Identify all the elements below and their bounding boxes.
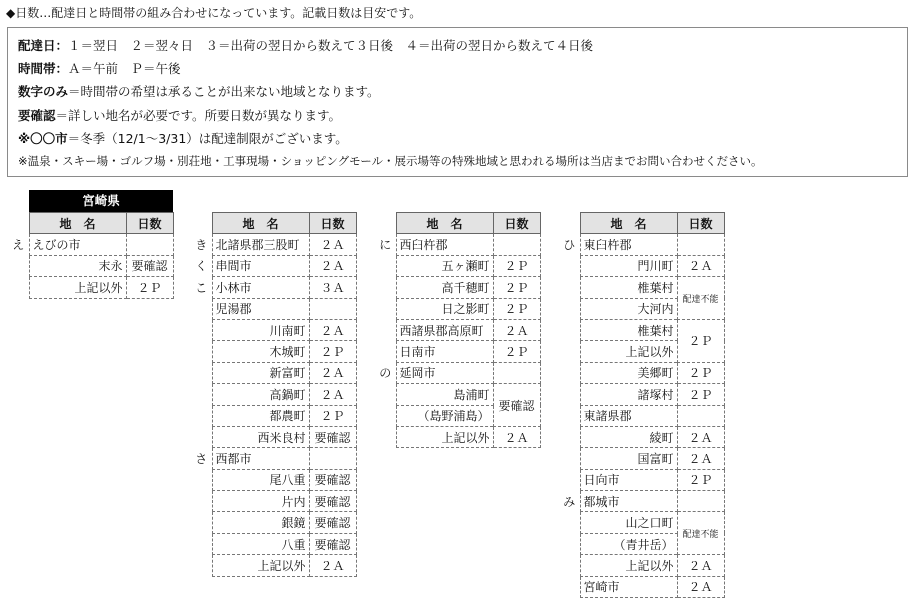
delivery-days: 要確認 — [493, 384, 540, 427]
place-name: 山之口町 — [580, 512, 677, 533]
place-name: 新富町 — [212, 362, 309, 383]
place-name: 都城市 — [580, 491, 677, 512]
delivery-days — [309, 298, 356, 319]
table-row — [191, 319, 356, 340]
delivery-days: ２Ｐ — [677, 469, 724, 490]
legend-special-area — [18, 150, 897, 173]
table-row — [559, 384, 724, 405]
legend-key: 要確認 — [18, 107, 56, 123]
delivery-days — [126, 234, 173, 255]
table-row — [191, 298, 356, 319]
table-row — [191, 555, 356, 576]
place-name: 高鍋町 — [212, 384, 309, 405]
row-initial — [191, 319, 212, 340]
place-name: 川南町 — [212, 319, 309, 340]
delivery-days: 要確認 — [309, 533, 356, 554]
legend-box — [7, 27, 908, 177]
place-name: （島野浦島） — [396, 405, 493, 426]
row-initial — [191, 533, 212, 554]
row-initial — [559, 448, 580, 469]
place-name: 美郷町 — [580, 362, 677, 383]
place-name: 綾町 — [580, 426, 677, 447]
delivery-days — [493, 362, 540, 383]
row-initial — [559, 469, 580, 490]
place-name: 串間市 — [212, 255, 309, 276]
delivery-days: ２Ａ — [309, 555, 356, 576]
place-name: えびの市 — [29, 234, 126, 255]
legend-text: Ａ＝午前 Ｐ＝午後 — [68, 61, 181, 77]
row-initial — [8, 255, 29, 276]
table-row — [375, 426, 540, 447]
table-header-row — [559, 213, 724, 234]
row-initial — [191, 469, 212, 490]
delivery-days: 要確認 — [309, 469, 356, 490]
delivery-days: ３Ａ — [309, 277, 356, 298]
area-table-3 — [375, 212, 541, 448]
row-initial — [375, 298, 396, 319]
area-table-4 — [559, 212, 725, 598]
legend-winter — [18, 127, 897, 150]
place-name: 諸塚村 — [580, 384, 677, 405]
delivery-days: ２Ｐ — [493, 341, 540, 362]
row-initial: み — [563, 494, 576, 509]
place-name: 島浦町 — [396, 384, 493, 405]
header-place: 地 名 — [29, 213, 126, 234]
row-initial — [191, 405, 212, 426]
header-days: 日数 — [493, 213, 540, 234]
row-initial — [559, 319, 580, 340]
delivery-days: 要確認 — [309, 426, 356, 447]
table-row — [191, 255, 356, 276]
header-place: 地 名 — [580, 213, 677, 234]
table-row — [375, 298, 540, 319]
place-name: 上記以外 — [580, 555, 677, 576]
delivery-days: ２Ａ — [677, 555, 724, 576]
table-row — [559, 469, 724, 490]
delivery-days: ２Ａ — [309, 234, 356, 255]
place-name: 五ヶ瀬町 — [396, 255, 493, 276]
row-initial: く — [195, 259, 208, 274]
place-name: 末永 — [29, 255, 126, 276]
legend-text: ＝冬季（12/1～3/31）は配達制限がございます。 — [67, 130, 348, 146]
delivery-days: ２Ａ — [309, 362, 356, 383]
delivery-days: ２Ｐ — [309, 341, 356, 362]
delivery-days: ２Ｐ — [493, 277, 540, 298]
place-name: 上記以外 — [396, 426, 493, 447]
place-name: 上記以外 — [580, 341, 677, 362]
row-initial: き — [195, 238, 208, 253]
table-row — [191, 533, 356, 554]
table-header-row — [191, 213, 356, 234]
table-row — [8, 277, 173, 298]
table-row — [375, 277, 540, 298]
table-row — [559, 576, 724, 597]
place-name: 門川町 — [580, 255, 677, 276]
place-name: 宮崎市 — [580, 576, 677, 597]
header-days: 日数 — [309, 213, 356, 234]
row-initial — [559, 362, 580, 383]
place-name: 日南市 — [396, 341, 493, 362]
place-name: 西米良村 — [212, 426, 309, 447]
area-table-1 — [8, 212, 174, 299]
row-initial — [375, 426, 396, 447]
delivery-days: 要確認 — [126, 255, 173, 276]
table-row — [559, 319, 724, 340]
table-row — [191, 448, 356, 469]
place-name: 国富町 — [580, 448, 677, 469]
place-name: 大河内 — [580, 298, 677, 319]
table-row — [8, 255, 173, 276]
place-name: 銀鏡 — [212, 512, 309, 533]
delivery-days: ２Ｐ — [677, 319, 724, 362]
table-row — [559, 234, 724, 255]
row-initial: こ — [195, 280, 208, 295]
delivery-days: 要確認 — [309, 491, 356, 512]
legend-text: １＝翌日 ２＝翌々日 ３＝出荷の翌日から数えて３日後 ４＝出荷の翌日から数えて４日後 — [68, 38, 594, 53]
legend-key: ※〇〇市 — [18, 130, 68, 146]
row-initial — [559, 341, 580, 362]
place-name: 上記以外 — [212, 555, 309, 576]
row-initial — [191, 362, 212, 383]
table-row — [559, 555, 724, 576]
place-name: 尾八重 — [212, 469, 309, 490]
top-note: ◆日数…配達日と時間帯の組み合わせになっています。記載日数は目安です。 — [6, 6, 422, 20]
row-initial — [375, 277, 396, 298]
prefecture-header: 宮崎県 — [29, 190, 173, 212]
delivery-days — [309, 448, 356, 469]
row-initial — [559, 255, 580, 276]
table-row — [191, 277, 356, 298]
delivery-days: ２Ａ — [677, 426, 724, 447]
table-row — [375, 384, 540, 405]
row-initial — [375, 405, 396, 426]
legend-key: 時間帯： — [18, 61, 69, 77]
header-spacer — [191, 213, 212, 234]
table-header-row — [375, 213, 540, 234]
delivery-days: ２Ａ — [493, 426, 540, 447]
header-days: 日数 — [677, 213, 724, 234]
delivery-days: ２Ａ — [309, 319, 356, 340]
table-row — [559, 448, 724, 469]
table-row — [559, 362, 724, 383]
table-row — [559, 491, 724, 512]
header-spacer — [8, 213, 29, 234]
legend-text: ＝時間帯の希望は承ることが出来ない地域となります。 — [68, 84, 380, 100]
table-row — [8, 234, 173, 255]
table-row — [375, 319, 540, 340]
delivery-days: 配達不能 — [677, 512, 724, 555]
delivery-days: ２Ｐ — [126, 277, 173, 298]
row-initial: ひ — [563, 238, 576, 253]
legend-key: 数字のみ — [18, 84, 69, 100]
legend-delivery-day — [18, 34, 897, 57]
place-name: 日向市 — [580, 469, 677, 490]
row-initial — [191, 555, 212, 576]
delivery-days: ２Ａ — [493, 319, 540, 340]
table-row — [191, 512, 356, 533]
row-initial — [559, 426, 580, 447]
row-initial — [191, 426, 212, 447]
place-name: 日之影町 — [396, 298, 493, 319]
place-name: 都農町 — [212, 405, 309, 426]
row-initial: え — [12, 238, 25, 253]
table-row — [559, 255, 724, 276]
row-initial — [191, 491, 212, 512]
table-header-row — [8, 213, 173, 234]
header-spacer — [375, 213, 396, 234]
header-spacer — [559, 213, 580, 234]
delivery-days: ２Ａ — [309, 384, 356, 405]
row-initial — [559, 277, 580, 298]
delivery-days: ２Ｐ — [493, 255, 540, 276]
delivery-days: 配達不能 — [677, 277, 724, 320]
delivery-days — [677, 405, 724, 426]
row-initial: の — [379, 366, 392, 381]
row-initial: に — [379, 238, 392, 253]
place-name: 児湯郡 — [212, 298, 309, 319]
row-initial — [375, 319, 396, 340]
delivery-days: ２Ａ — [677, 255, 724, 276]
place-name: 西臼杵郡 — [396, 234, 493, 255]
place-name: 高千穂町 — [396, 277, 493, 298]
row-initial — [559, 405, 580, 426]
table-row — [559, 277, 724, 298]
place-name: 東臼杵郡 — [580, 234, 677, 255]
legend-text: ＝詳しい地名が必要です。所要日数が異なります。 — [55, 107, 342, 123]
table-row — [191, 234, 356, 255]
table-row — [191, 491, 356, 512]
place-name: （青井岳） — [580, 533, 677, 554]
legend-key: 配達日： — [18, 38, 69, 53]
row-initial — [559, 533, 580, 554]
table-row — [191, 405, 356, 426]
place-name: 西都市 — [212, 448, 309, 469]
delivery-days: ２Ａ — [309, 255, 356, 276]
place-name: 上記以外 — [29, 277, 126, 298]
row-initial — [191, 384, 212, 405]
table-row — [559, 512, 724, 533]
table-row — [191, 341, 356, 362]
row-initial: さ — [195, 451, 208, 466]
delivery-days — [677, 234, 724, 255]
table-row — [375, 341, 540, 362]
delivery-days: ２Ｐ — [677, 384, 724, 405]
place-name: 東諸県郡 — [580, 405, 677, 426]
row-initial — [375, 384, 396, 405]
delivery-days: 要確認 — [309, 512, 356, 533]
delivery-days: ２Ａ — [677, 448, 724, 469]
legend-time-slot — [18, 57, 897, 80]
delivery-days: ２Ｐ — [677, 362, 724, 383]
place-name: 小林市 — [212, 277, 309, 298]
row-initial — [8, 277, 29, 298]
row-initial — [559, 298, 580, 319]
delivery-days: ２Ａ — [677, 576, 724, 597]
delivery-days — [677, 491, 724, 512]
place-name: 西諸県郡高原町 — [396, 319, 493, 340]
header-place: 地 名 — [212, 213, 309, 234]
table-row — [559, 426, 724, 447]
row-initial — [559, 576, 580, 597]
table-row — [375, 234, 540, 255]
place-name: 椎葉村 — [580, 319, 677, 340]
table-row — [191, 426, 356, 447]
delivery-days — [493, 234, 540, 255]
table-row — [191, 362, 356, 383]
row-initial — [191, 341, 212, 362]
row-initial — [559, 384, 580, 405]
table-row — [191, 469, 356, 490]
header-days: 日数 — [126, 213, 173, 234]
legend-confirm — [18, 104, 897, 127]
row-initial — [559, 555, 580, 576]
table-row — [191, 384, 356, 405]
row-initial — [191, 512, 212, 533]
place-name: 延岡市 — [396, 362, 493, 383]
area-table-2 — [191, 212, 357, 577]
row-initial — [191, 298, 212, 319]
place-name: 八重 — [212, 533, 309, 554]
table-row — [375, 362, 540, 383]
delivery-days: ２Ｐ — [309, 405, 356, 426]
place-name: 木城町 — [212, 341, 309, 362]
place-name: 椎葉村 — [580, 277, 677, 298]
legend-number-only — [18, 80, 897, 103]
row-initial — [375, 341, 396, 362]
row-initial — [559, 512, 580, 533]
row-initial — [375, 255, 396, 276]
place-name: 片内 — [212, 491, 309, 512]
header-place: 地 名 — [396, 213, 493, 234]
table-row — [375, 255, 540, 276]
place-name: 北諸県郡三股町 — [212, 234, 309, 255]
legend-text: ※温泉・スキー場・ゴルフ場・別荘地・工事現場・ショッピングモール・展示場等の特殊地域と思われる場所は当店までお問い合わせください。 — [18, 154, 763, 169]
table-row — [559, 405, 724, 426]
delivery-days: ２Ｐ — [493, 298, 540, 319]
